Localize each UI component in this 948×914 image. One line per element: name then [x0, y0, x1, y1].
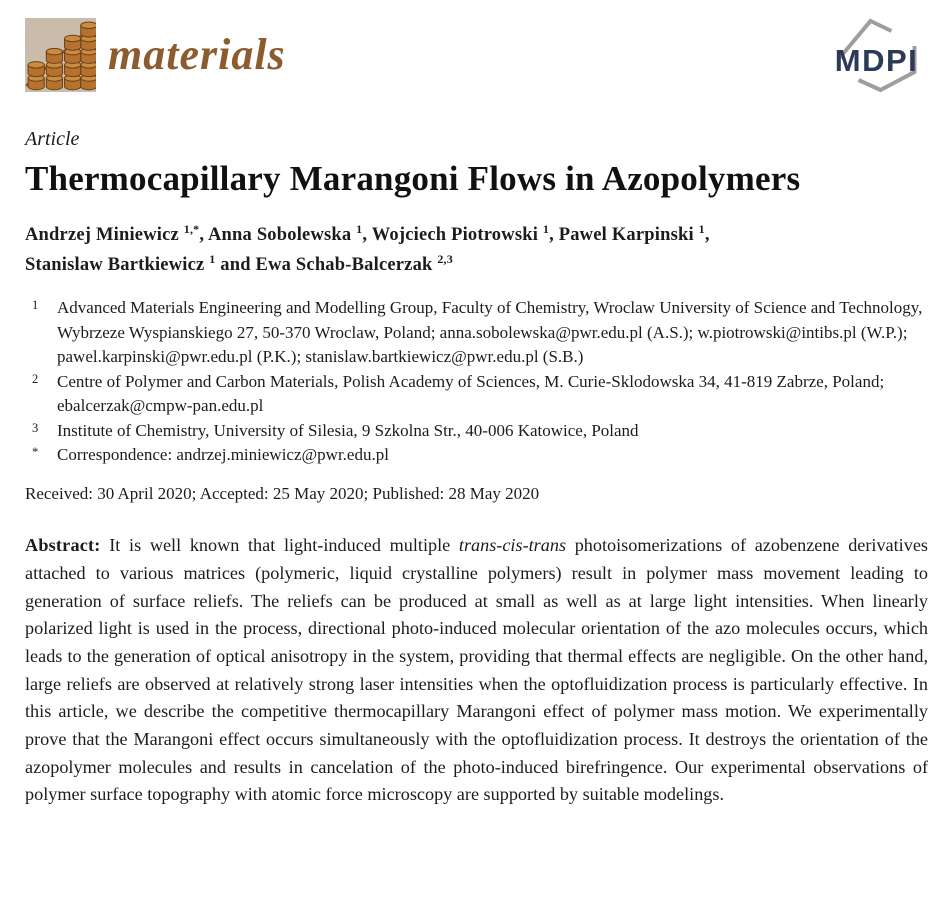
barrel-chart-icon	[25, 18, 96, 92]
affiliation-item	[25, 370, 928, 419]
author-separator: ,	[362, 225, 372, 246]
author-affiliation-sup: 1,*	[183, 222, 200, 237]
journal-wordmark: materials	[108, 30, 286, 79]
mdpi-publisher-logo	[825, 15, 926, 95]
article-type-label: Article	[25, 128, 80, 150]
affiliations-list	[25, 296, 928, 467]
author-affiliation-sup: 1	[209, 252, 216, 267]
author-affiliation-sup: 1	[542, 222, 550, 237]
affiliation-marker: 3	[32, 420, 39, 435]
journal-header	[25, 15, 928, 95]
abstract-emphasis: trans-cis-trans	[458, 535, 567, 556]
author-name: Wojciech Piotrowski	[371, 225, 543, 246]
affiliation-text: Centre of Polymer and Carbon Materials, Polish Academy of Sciences, M. Curie-Sklodowska 34, 41-819 Zabrze, Poland; ebalcerzak@cmpw-pan.edu.pl	[57, 371, 885, 416]
abstract-lead: It is well known that light-induced multiple	[100, 535, 459, 556]
author-separator: ,	[199, 225, 208, 246]
affiliation-item	[25, 419, 928, 443]
author-name: Pawel Karpinski	[558, 225, 699, 246]
mdpi-wordmark: MDPI	[834, 43, 919, 78]
author-separator: ,	[549, 225, 559, 246]
affiliation-text: Advanced Materials Engineering and Modelling Group, Faculty of Chemistry, Wroclaw University of Science and Technology, Wybrzeze Wyspianskiego 27, 50-370 Wroclaw, Poland; anna.sobolewska@pwr.edu.pl (A.S.); w.piotrowski@intibs.pl (W.P.); pawel.karpinski@pwr.edu.pl (P.K.); stanislaw.bartkiewicz@pwr.edu.pl (S.B.)	[57, 298, 923, 367]
author-separator: and	[215, 255, 256, 276]
author-affiliation-sup: 1	[698, 222, 705, 237]
affiliation-marker: 2	[32, 371, 39, 386]
correspondence-text: Correspondence: andrzej.miniewicz@pwr.edu.pl	[57, 445, 389, 464]
authors-line	[25, 221, 928, 281]
author-affiliation-sup: 2,3	[437, 252, 453, 267]
affiliation-item correspondence-line	[25, 443, 928, 467]
author-name: Ewa Schab-Balcerzak	[255, 255, 438, 276]
affiliation-marker: 1	[32, 298, 39, 313]
abstract-body: photoisomerizations of azobenzene derivatives attached to various matrices (polymeric, liquid crystalline polymers) result in polymer mass movement leading to generation of surface reliefs. The reliefs can be produced at small as well as at large light intensities. When linearly polarized light is used in the process, directional photo-induced molecular orientation of the azo molecules occurs, which leads to the generation of optical anisotropy in the system, providing that thermal effects are negligible. On the other hand, large reliefs are observed at relatively strong laser intensities when the optofluidization process is particularly effective. In this article, we describe the competitive thermocapillary Marangoni effect of polymer mass motion. We experimentally prove that the Marangoni effect occurs simultaneously with the optofluidization process. It destroys the orientation of the azopolymer molecules and results in cancelation of the photo-induced birefringence. Our experimental observations of polymer surface topography with atomic force microscopy are supported by suitable modelings.	[25, 535, 928, 805]
affiliation-item	[25, 296, 928, 369]
correspondence-marker: *	[32, 445, 39, 459]
affiliation-text: Institute of Chemistry, University of Silesia, 9 Szkolna Str., 40-006 Katowice, Poland	[57, 420, 639, 440]
author-affiliation-sup: 1	[356, 222, 363, 237]
author-name: Anna Sobolewska	[208, 225, 357, 246]
author-name: Andrzej Miniewicz	[25, 225, 184, 246]
dates-line: Received: 30 April 2020; Accepted: 25 May 2020; Published: 28 May 2020	[25, 484, 540, 504]
author-separator: ,	[704, 225, 710, 246]
materials-journal-logo	[25, 18, 286, 92]
author-name: Stanislaw Bartkiewicz	[25, 255, 210, 276]
abstract-label: Abstract:	[25, 535, 101, 556]
article-title: Thermocapillary Marangoni Flows in Azopolymers	[25, 159, 801, 198]
abstract-paragraph	[25, 532, 928, 809]
